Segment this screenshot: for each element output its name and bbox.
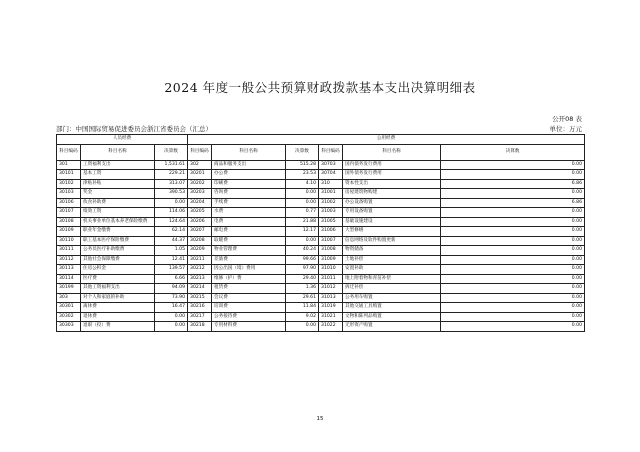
cell-name: 国内债务发行费用 [343,160,441,170]
cell-code: 30218 [188,322,212,332]
column-header-code: 科目编码 [57,144,81,160]
cell-amount: 40.24 [286,246,319,256]
section-personnel-header: 人员经费 [57,135,188,145]
table-row [57,160,585,170]
cell-code: 30203 [188,189,212,199]
report-title: 2024 年度一般公共预算财政拨款基本支出决算明细表 [164,80,476,95]
cell-code: 31003 [319,208,343,218]
cell-code: 31007 [319,236,343,246]
cell-amount: 6.66 [155,274,188,284]
cell-name: 专用设备购置 [343,208,441,218]
cell-name: 大型修缮 [343,227,441,237]
cell-amount: 9.02 [286,312,319,322]
cell-code: 30209 [188,246,212,256]
table-row [57,303,585,313]
table-row [57,198,585,208]
cell-amount: 12.17 [286,227,319,237]
cell-name: 文物和陈列品购置 [343,312,441,322]
cell-code: 31009 [319,255,343,265]
table-row [57,179,585,189]
cell-amount: 114.06 [155,208,188,218]
cell-code: 30108 [57,217,81,227]
form-number: 公开08 表 [552,115,582,123]
table-row [57,217,585,227]
cell-code: 30303 [57,322,81,332]
cell-name: 安置补助 [343,265,441,275]
cell-name: 电费 [212,217,286,227]
cell-name: 专用材料费 [212,322,286,332]
cell-name: 培训费 [212,303,286,313]
cell-name: 维修（护）费 [212,274,286,284]
column-header-amount: 决算数 [155,144,188,160]
cell-name: 医疗费 [81,274,155,284]
cell-code: 30703 [319,160,343,170]
cell-name: 信息网络及软件购置更新 [343,236,441,246]
cell-name: 租赁费 [212,284,286,294]
cell-code: 30212 [188,265,212,275]
cell-amount: 0.00 [441,160,585,170]
cell-name: 商品和服务支出 [212,160,286,170]
page-number: 15 [316,416,324,422]
cell-amount: 0.00 [441,293,585,303]
cell-name: 其他社会保障缴费 [81,255,155,265]
cell-name: 水费 [212,208,286,218]
cell-amount: 0.00 [441,189,585,199]
cell-code: 301 [57,160,81,170]
cell-amount: 515.28 [286,160,319,170]
column-header-code: 科目编码 [188,144,212,160]
table-row [57,189,585,199]
cell-amount: 0.00 [286,198,319,208]
table-row [57,274,585,284]
cell-code: 31021 [319,312,343,322]
cell-code: 30217 [188,312,212,322]
cell-code: 30109 [57,227,81,237]
cell-name: 房屋建筑物购建 [343,189,441,199]
cell-amount: 139.57 [155,265,188,275]
cell-amount: 12.41 [155,255,188,265]
cell-code: 31001 [319,189,343,199]
column-header-amount: 决算数 [441,144,585,160]
column-header-name: 科目名称 [212,144,286,160]
cell-name: 物业管理费 [212,246,286,256]
unit-label: 单位：万元 [549,125,582,133]
cell-amount: 390.53 [155,189,188,199]
table-row [57,236,585,246]
table-row [57,322,585,332]
cell-code: 31022 [319,322,343,332]
cell-name: 办公费 [212,170,286,180]
cell-name: 职工基本医疗保险缴费 [81,236,155,246]
cell-name: 基本工资 [81,170,155,180]
column-header-name: 科目名称 [343,144,441,160]
cell-code: 31010 [319,265,343,275]
cell-code: 30205 [188,208,212,218]
cell-amount: 0.00 [441,303,585,313]
table-row [57,284,585,294]
cell-amount: 0.00 [441,217,585,227]
cell-amount: 4.10 [286,179,319,189]
cell-name: 土地补偿 [343,255,441,265]
cell-code: 31005 [319,217,343,227]
cell-amount: 0.00 [441,208,585,218]
cell-code: 30110 [57,236,81,246]
cell-code: 30106 [57,198,81,208]
table-row [57,312,585,322]
table-row [57,293,585,303]
cell-name: 物资储备 [343,246,441,256]
cell-amount: 0.00 [155,322,188,332]
expenditure-table [56,134,585,332]
cell-code: 310 [319,179,343,189]
cell-amount: 11.84 [286,303,319,313]
cell-name: 基础设施建设 [343,217,441,227]
cell-code: 31006 [319,227,343,237]
cell-amount: 23.53 [286,170,319,180]
cell-amount: 94.09 [155,284,188,294]
cell-code: 31008 [319,246,343,256]
cell-amount: 29.40 [286,274,319,284]
cell-amount: 0.00 [441,322,585,332]
cell-amount: 0.00 [286,236,319,246]
cell-amount: 0.00 [441,284,585,294]
cell-code: 30215 [188,293,212,303]
cell-amount: 6.86 [441,179,585,189]
cell-amount: 0.00 [441,236,585,246]
cell-amount: 0.00 [441,246,585,256]
cell-code: 31002 [319,198,343,208]
cell-amount: 44.37 [155,236,188,246]
cell-amount: 0.00 [441,312,585,322]
cell-amount: 0.00 [441,274,585,284]
table-row [57,170,585,180]
cell-amount: 1.36 [286,284,319,294]
cell-code: 30202 [188,179,212,189]
cell-name: 工资福利支出 [81,160,155,170]
cell-code: 30201 [188,170,212,180]
cell-code: 31011 [319,274,343,284]
cell-name: 会议费 [212,293,286,303]
cell-name: 对个人和家庭的补助 [81,293,155,303]
table-row [57,255,585,265]
cell-name: 取暖费 [212,236,286,246]
cell-name: 奖金 [81,189,155,199]
cell-amount: 0.77 [286,208,319,218]
cell-name: 印刷费 [212,179,286,189]
cell-code: 30206 [188,217,212,227]
cell-name: 办公设备购置 [343,198,441,208]
cell-name: 无形资产购置 [343,322,441,332]
cell-amount: 229.21 [155,170,188,180]
cell-code: 30107 [57,208,81,218]
cell-name: 咨询费 [212,189,286,199]
cell-code: 30111 [57,246,81,256]
table-row [57,265,585,275]
cell-amount: 16.47 [155,303,188,313]
cell-name: 津贴补贴 [81,179,155,189]
cell-code: 30204 [188,198,212,208]
cell-amount: 97.90 [286,265,319,275]
cell-name: 拆迁补偿 [343,284,441,294]
cell-name: 其他工资福利支出 [81,284,155,294]
cell-amount: 1.05 [155,246,188,256]
cell-name: 绩效工资 [81,208,155,218]
cell-code: 30301 [57,303,81,313]
department-label: 部门：中国国际贸易促进委员会浙江省委员会（汇总） [56,125,212,133]
cell-code: 30101 [57,170,81,180]
cell-name: 退休费 [81,312,155,322]
cell-code: 31013 [319,293,343,303]
cell-code: 30113 [57,265,81,275]
cell-name: 伙食补助费 [81,198,155,208]
cell-name: 手续费 [212,198,286,208]
cell-name: 其他交通工具购置 [343,303,441,313]
cell-name: 职业年金缴费 [81,227,155,237]
cell-name: 邮电费 [212,227,286,237]
cell-code: 30207 [188,227,212,237]
cell-amount: 29.61 [286,293,319,303]
cell-name: 资本性支出 [343,179,441,189]
table-row [57,208,585,218]
cell-amount: 0.00 [286,322,319,332]
cell-code: 303 [57,293,81,303]
column-header-code: 科目编码 [319,144,343,160]
cell-code: 302 [188,160,212,170]
cell-amount: 0.00 [441,255,585,265]
cell-code: 30102 [57,179,81,189]
cell-amount: 0.00 [286,189,319,199]
section-public-header: 公用经费 [188,135,585,145]
cell-name: 公务员医疗补助缴费 [81,246,155,256]
cell-amount: 1,531.61 [155,160,188,170]
table-row [57,246,585,256]
cell-name: 机关事业单位基本养老保险缴费 [81,217,155,227]
cell-name: 公务接待费 [212,312,286,322]
cell-code: 31012 [319,284,343,294]
cell-amount: 0.00 [155,312,188,322]
cell-code: 31019 [319,303,343,313]
cell-name: 公务用车购置 [343,293,441,303]
cell-code: 30213 [188,274,212,284]
column-header-name: 科目名称 [81,144,155,160]
table-body [57,160,585,331]
cell-code: 30214 [188,284,212,294]
cell-code: 30114 [57,274,81,284]
cell-code: 30704 [319,170,343,180]
cell-amount: 21.88 [286,217,319,227]
column-header-row [57,144,585,160]
cell-amount: 0.00 [441,265,585,275]
cell-amount: 6.86 [441,198,585,208]
cell-name: 差旅费 [212,255,286,265]
cell-code: 30208 [188,236,212,246]
cell-name: 退职（役）费 [81,322,155,332]
table-row [57,227,585,237]
cell-name: 离休费 [81,303,155,313]
cell-code: 30103 [57,189,81,199]
cell-amount: 99.66 [286,255,319,265]
cell-code: 30112 [57,255,81,265]
cell-code: 30199 [57,284,81,294]
cell-amount: 124.64 [155,217,188,227]
cell-amount: 73.90 [155,293,188,303]
cell-amount: 62.14 [155,227,188,237]
cell-amount: 0.00 [441,170,585,180]
cell-code: 30302 [57,312,81,322]
cell-name: 地上附着物和青苗补偿 [343,274,441,284]
cell-name: 因公出国（境）费用 [212,265,286,275]
column-header-amount: 决算数 [286,144,319,160]
cell-amount: 0.00 [155,198,188,208]
cell-amount: 0.00 [441,227,585,237]
cell-name: 国外债务发行费用 [343,170,441,180]
cell-code: 30211 [188,255,212,265]
cell-amount: 313.07 [155,179,188,189]
cell-name: 住房公积金 [81,265,155,275]
cell-code: 30216 [188,303,212,313]
